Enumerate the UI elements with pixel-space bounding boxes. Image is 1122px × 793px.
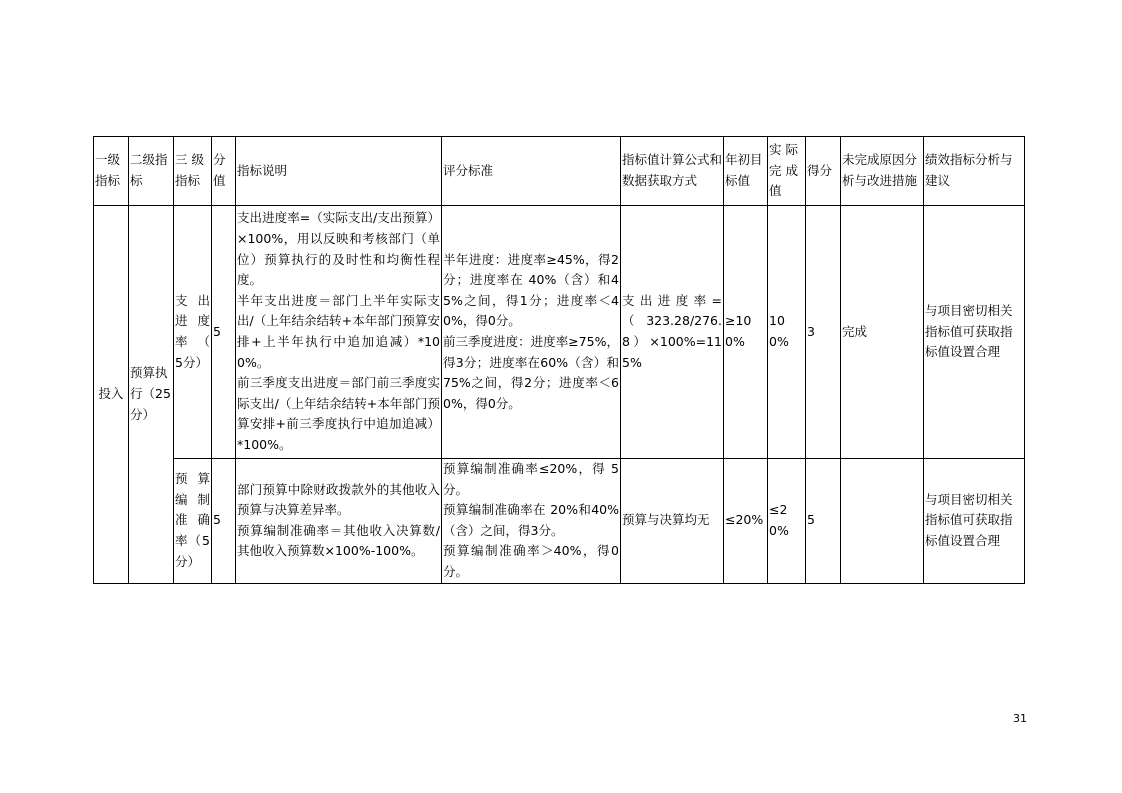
table-row: [94, 206, 1025, 459]
page-number: 31: [1013, 712, 1027, 725]
cell-score-value: 5: [212, 206, 236, 459]
cell-criteria: 预算编制准确率≤20%，得 5分。 预算编制准确率在 20%和40%（含）之间，得3分。 预算编制准确率＞40%，得0分。: [442, 459, 621, 584]
table-row: [94, 459, 1025, 584]
cell-actual-value: ≤20%: [768, 459, 806, 584]
cell-initial-target: ≤20%: [724, 459, 768, 584]
cell-score: 3: [806, 206, 841, 459]
cell-level3: 预 算编 制准 确率（5分）: [174, 459, 212, 584]
header-level3: 三 级指标: [174, 137, 212, 206]
cell-reason: 完成: [841, 206, 924, 459]
cell-criteria: 半年进度：进度率≥45%，得2分；进度率在 40%（含）和45%之间，得1分；进度率＜40%，得0分。 前三季度进度：进度率≥75%，得3分；进度率在60%（含）和 75%之间，得2分；进度率＜60%，得0分。: [442, 206, 621, 459]
cell-formula: 预算与决算均无: [621, 459, 724, 584]
cell-formula: 支 出 进 度 率 =（323.28/276.8）×100%=115%: [621, 206, 724, 459]
cell-level3: 支 出进 度率 （ 5分）: [174, 206, 212, 459]
header-row: [94, 137, 1025, 206]
performance-table: [93, 136, 1025, 584]
header-initial-target: 年初目标值: [724, 137, 768, 206]
cell-actual-value: 100%: [768, 206, 806, 459]
header-analysis: 绩效指标分析与建议: [924, 137, 1025, 206]
header-score-value: 分值: [212, 137, 236, 206]
header-level1: 一级指标: [94, 137, 129, 206]
header-actual-value: 实 际完 成值: [768, 137, 806, 206]
cell-initial-target: ≥100%: [724, 206, 768, 459]
cell-score: 5: [806, 459, 841, 584]
header-description: 指标说明: [236, 137, 442, 206]
cell-analysis: 与项目密切相关指标值可获取指标值设置合理: [924, 206, 1025, 459]
cell-analysis: 与项目密切相关指标值可获取指标值设置合理: [924, 459, 1025, 584]
cell-description: 部门预算中除财政拨款外的其他收入预算与决算差异率。 预算编制准确率＝其他收入决算数/其他收入预算数×100%-100%。: [236, 459, 442, 584]
cell-level2: 预算执行（25分）: [129, 206, 174, 584]
header-level2: 二级指标: [129, 137, 174, 206]
cell-level1: 投入: [94, 206, 129, 584]
header-criteria: 评分标准: [442, 137, 621, 206]
header-score: 得分: [806, 137, 841, 206]
header-reason: 未完成原因分析与改进措施: [841, 137, 924, 206]
cell-score-value: 5: [212, 459, 236, 584]
cell-description: 支出进度率=（实际支出/支出预算）×100%，用以反映和考核部门（单位）预算执行的及时性和均衡性程度。 半年支出进度＝部门上半年实际支出/（上年结余结转+本年部门预算安排+上半年执行中追加追减）*100%。 前三季度支出进度＝部门前三季度实际支出/（上年结余结转+本年部门预算安排+前三季度执行中追加追减）*100%。: [236, 206, 442, 459]
cell-reason: [841, 459, 924, 584]
header-formula: 指标值计算公式和数据获取方式: [621, 137, 724, 206]
